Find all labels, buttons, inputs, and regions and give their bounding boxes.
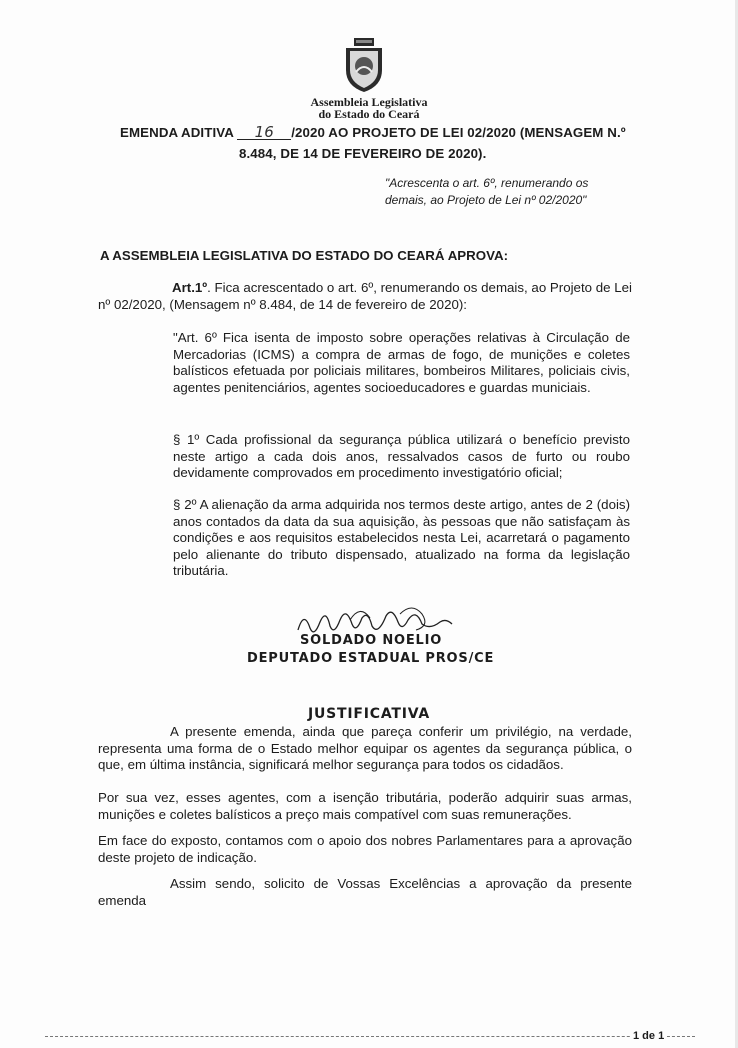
signatory-name: SOLDADO NOELIO [300,633,443,648]
amendment-title-line2: 8.484, DE 14 DE FEVEREIRO DE 2020). [239,146,487,161]
title-suffix: /2020 AO PROJETO DE LEI 02/2020 (MENSAGEM N.º [291,125,626,140]
institution-state: do Estado do Ceará [318,107,420,121]
amendment-title [120,125,720,140]
page-number: 1 de 1 [630,1030,667,1042]
article-1 [98,280,632,313]
justification-p3: Em face do exposto, contamos com o apoio dos nobres Parlamentares para a aprovação deste projeto de indicação. [98,833,632,865]
paragraph-1: § 1º Cada profissional da segurança pública utilizará o benefício previsto neste artigo a cada dois anos, ressalvados casos de furto ou roubo devidamente comprovados em procedimento investigatório oficial; [173,432,630,480]
justification-title: JUSTIFICATIVA [307,706,431,722]
justification-p2: Por sua vez, esses agentes, com a isenção tributária, poderão adquirir suas armas, munições e coletes balísticos a preço mais compatível com suas remunerações. [98,790,632,822]
paragraph-2: § 2º A alienação da arma adquirida nos termos deste artigo, antes de 2 (dois) anos contados da data da sua aquisição, às pessoas que não satisfaçam às condições e aos requisitos estabelecidos nesta Lei, acarretará o pagamento pelo alienante do tributo dispensado, atualizado na forma da legislação tributária. [173,497,630,578]
ementa-line1: "Acrescenta o art. 6º, renumerando os [385,176,589,190]
ementa-line2: demais, ao Projeto de Lei nº 02/2020" [385,193,587,207]
footer-divider [45,1036,695,1037]
handwritten-number: 16 [237,126,291,140]
title-prefix: EMENDA ADITIVA [120,125,234,140]
justification-p4: Assim sendo, solicito de Vossas Excelências a aprovação da presente emenda [98,876,632,908]
article-text: . Fica acrescentado o art. 6º, renumerando os demais, ao Projeto de Lei nº 02/2020, (Mensagem nº 8.484, de 14 de fevereiro de 2020): [98,280,632,312]
institution-name: Assembleia Legislativa [310,95,428,109]
approval-clause: A ASSEMBLEIA LEGISLATIVA DO ESTADO DO CEARÁ APROVA: [100,248,509,263]
art6-paragraph: "Art. 6º Fica isenta de imposto sobre operações relativas à Circulação de Mercadorias (ICMS) a compra de armas de fogo, de munições e coletes balísticos efetuada por policiais militares, bombeiros Militares, policiais civis, agentes penitenciários, agentes socioeducadores e guardas municiais. [173,330,630,395]
signatory-role: DEPUTADO ESTADUAL PROS/CE [247,651,495,666]
article-label: Art.1º [172,280,208,295]
state-crest-icon [340,36,388,94]
justification-p1: A presente emenda, ainda que pareça conferir um privilégio, na verdade, representa uma forma de o Estado melhor equipar os agentes da segurança pública, o que, em última instância, significará melhor segurança para todos os cidadãos. [98,724,632,772]
